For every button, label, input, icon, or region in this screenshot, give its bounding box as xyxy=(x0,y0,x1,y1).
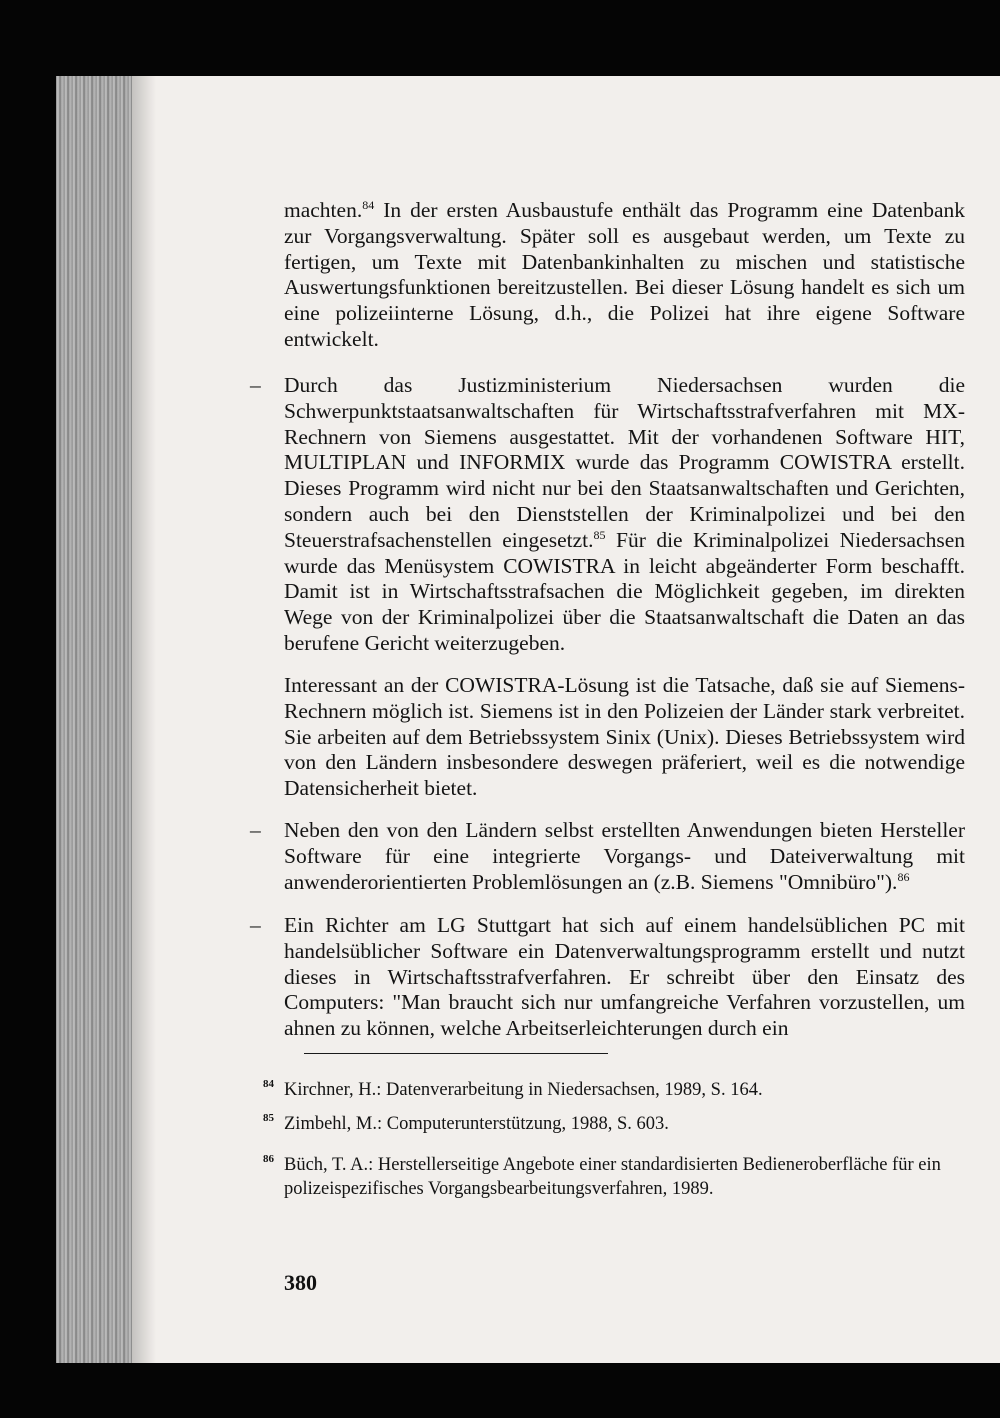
dash-bullet: – xyxy=(250,373,261,397)
footnote-number: 84 xyxy=(263,1078,274,1090)
footnote-85 xyxy=(263,1112,965,1136)
footnote-rule xyxy=(304,1053,608,1054)
footnote-86 xyxy=(263,1153,965,1201)
lead-word: machten. xyxy=(284,198,363,222)
list-item-richter xyxy=(250,913,965,1042)
footnote-number: 86 xyxy=(263,1153,274,1165)
footnote-ref-84: 84 xyxy=(362,198,375,212)
paragraph-text: Interessant an der COWISTRA-Lösung ist die Tatsache, daß sie auf Siemens-Rechnern möglich ist. Siemens ist in den Polizeien der Länder stark verbreitet. Sie arbeiten auf dem Betriebssystem Sinix (Unix). Dieses Betriebssystem wird von den Ländern insbesondere deswegen präferiert, weil es die notwendige Datensicherheit bietet. xyxy=(284,673,965,801)
dash-bullet: – xyxy=(250,818,261,842)
footnote-84 xyxy=(263,1078,965,1102)
dash-bullet: – xyxy=(250,913,261,937)
footnote-text: Kirchner, H.: Datenverarbeitung in Niedersachsen, 1989, S. 164. xyxy=(284,1080,763,1100)
list-item-text: Durch das Justizministerium Niedersachsen wurden die Schwerpunktstaatsanwaltschaften für Wirtschaftsstrafverfahren mit MX-Rechnern von Siemens ausgestattet. Mit der vorhandenen Software HIT, MULTIPLAN und INFORMIX wurde das Programm COWISTRA erstellt. Dieses Programm wird nicht nur bei den Staatsanwaltschaften und Gerichten, sondern auch bei den Dienststellen der Kriminalpolizei und bei den Steuerstrafsachenstellen eingesetzt. xyxy=(284,373,965,552)
paragraph-cowistra-loesung xyxy=(284,673,965,802)
list-item-text: Ein Richter am LG Stuttgart hat sich auf einem handelsüblichen PC mit handelsüblicher Software ein Datenverwaltungsprogramm erstellt und nutzt dieses in Wirtschaftsstrafverfahren. Er schreibt über den Einsatz des Computers: "Man braucht sich nur umfangreiche Verfahren vorzustellen, um ahnen zu können, welche Arbeitserleichterungen durch ein xyxy=(284,913,965,1041)
footnote-text: Zimbehl, M.: Computerunterstützung, 1988, S. 603. xyxy=(284,1114,669,1134)
page-number: 380 xyxy=(284,1270,317,1295)
paragraph-continuation xyxy=(284,198,965,353)
footnote-number: 85 xyxy=(263,1112,274,1124)
paragraph-text: In der ersten Ausbaustufe enthält das Programm eine Datenbank zur Vorgangsverwaltung. Später soll es ausgebaut werden, um Texte zu fertigen, um Texte mit Datenbankinhalten zu mischen und statistische Auswertungsfunktionen bereitzustellen. Bei dieser Lösung handelt es sich um eine polizeiinterne Lösung, d.h., die Polizei hat ihre eigene Software entwickelt. xyxy=(284,198,966,351)
list-item-hersteller xyxy=(250,818,965,895)
list-item-text: Neben den von den Ländern selbst erstellten Anwendungen bieten Hersteller Software für eine integrierte Vorgangs- und Dateiverwaltung mit anwenderorientierten Problemlösungen an (z.B. Siemens "Omnibüro"). xyxy=(284,818,965,894)
footnote-text: Büch, T. A.: Herstellerseitige Angebote einer standardisierten Bedieneroberfläche für ein polizeispezifisches Vorgangsbearbeitungsverfahren, 1989. xyxy=(284,1155,941,1199)
footnote-ref-86: 86 xyxy=(897,869,910,884)
list-item-text-continued: Für die Kriminalpolizei Niedersachsen wurde das Menüsystem COWISTRA in leicht abgeänderter Form beschafft. Damit ist in Wirtschaftsstrafsachen die Möglichkeit gegeben, im direkten Wege von der Kriminalpolizei über die Staatsanwaltschaft die Daten an das berufene Gericht weiterzugeben. xyxy=(284,527,965,655)
list-item-cowistra xyxy=(250,373,965,657)
page-gutter-shadow xyxy=(132,76,156,1363)
page-edges xyxy=(56,76,132,1363)
footnote-ref-85: 85 xyxy=(593,527,606,542)
